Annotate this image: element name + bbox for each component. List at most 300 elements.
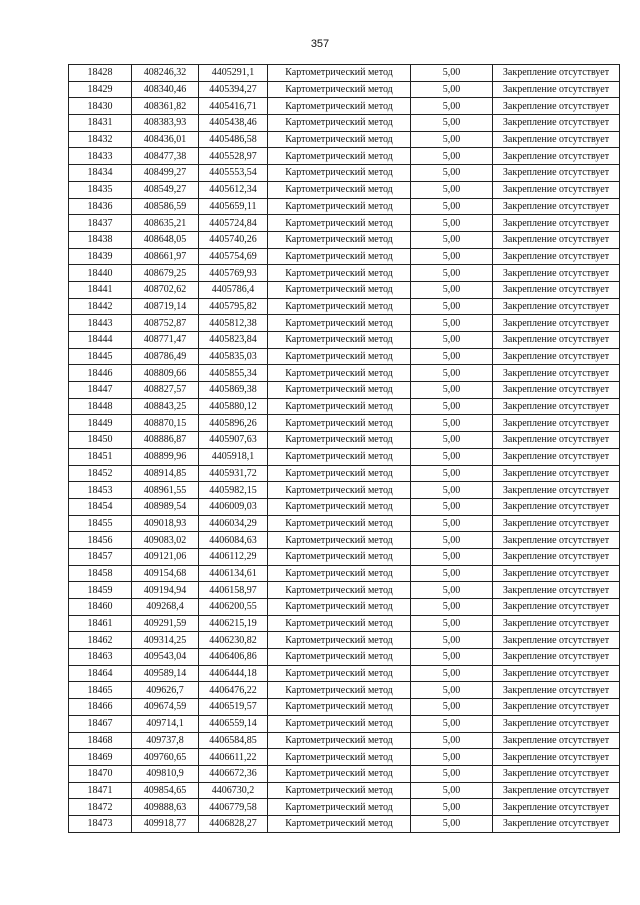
point-number-cell: 18458 — [69, 565, 132, 582]
accuracy-cell: 5,00 — [411, 799, 493, 816]
accuracy-cell: 5,00 — [411, 749, 493, 766]
point-number-cell: 18457 — [69, 548, 132, 565]
table-row — [69, 665, 620, 682]
fixing-description-cell: Закрепление отсутствует — [493, 799, 620, 816]
fixing-description-cell: Закрепление отсутствует — [493, 465, 620, 482]
accuracy-cell: 5,00 — [411, 815, 493, 832]
point-number-cell: 18436 — [69, 198, 132, 215]
table-row — [69, 715, 620, 732]
point-number-cell: 18434 — [69, 165, 132, 182]
y-coordinate-cell: 4406444,18 — [199, 665, 268, 682]
table-row — [69, 432, 620, 449]
accuracy-cell: 5,00 — [411, 565, 493, 582]
y-coordinate-cell: 4405553,54 — [199, 165, 268, 182]
x-coordinate-cell: 408246,32 — [132, 65, 199, 82]
method-cell: Картометрический метод — [268, 231, 411, 248]
y-coordinate-cell: 4406559,14 — [199, 715, 268, 732]
y-coordinate-cell: 4405835,03 — [199, 348, 268, 365]
x-coordinate-cell: 409121,06 — [132, 548, 199, 565]
y-coordinate-cell: 4406519,57 — [199, 699, 268, 716]
accuracy-cell: 5,00 — [411, 465, 493, 482]
table-row — [69, 131, 620, 148]
accuracy-cell: 5,00 — [411, 599, 493, 616]
x-coordinate-cell: 409268,4 — [132, 599, 199, 616]
table-row — [69, 582, 620, 599]
method-cell: Картометрический метод — [268, 98, 411, 115]
accuracy-cell: 5,00 — [411, 482, 493, 499]
method-cell: Картометрический метод — [268, 215, 411, 232]
table-row — [69, 332, 620, 349]
fixing-description-cell: Закрепление отсутствует — [493, 482, 620, 499]
x-coordinate-cell: 408886,87 — [132, 432, 199, 449]
point-number-cell: 18430 — [69, 98, 132, 115]
point-number-cell: 18449 — [69, 415, 132, 432]
fixing-description-cell: Закрепление отсутствует — [493, 649, 620, 666]
accuracy-cell: 5,00 — [411, 181, 493, 198]
x-coordinate-cell: 408989,54 — [132, 498, 199, 515]
point-number-cell: 18438 — [69, 231, 132, 248]
accuracy-cell: 5,00 — [411, 515, 493, 532]
accuracy-cell: 5,00 — [411, 215, 493, 232]
point-number-cell: 18461 — [69, 615, 132, 632]
table-row — [69, 799, 620, 816]
y-coordinate-cell: 4405291,1 — [199, 65, 268, 82]
fixing-description-cell: Закрепление отсутствует — [493, 765, 620, 782]
accuracy-cell: 5,00 — [411, 231, 493, 248]
method-cell: Картометрический метод — [268, 715, 411, 732]
fixing-description-cell: Закрепление отсутствует — [493, 599, 620, 616]
y-coordinate-cell: 4406112,29 — [199, 548, 268, 565]
table-row — [69, 265, 620, 282]
method-cell: Картометрический метод — [268, 298, 411, 315]
method-cell: Картометрический метод — [268, 332, 411, 349]
method-cell: Картометрический метод — [268, 515, 411, 532]
x-coordinate-cell: 409154,68 — [132, 565, 199, 582]
point-number-cell: 18443 — [69, 315, 132, 332]
table-row — [69, 548, 620, 565]
method-cell: Картометрический метод — [268, 115, 411, 132]
x-coordinate-cell: 409854,65 — [132, 782, 199, 799]
table-row — [69, 248, 620, 265]
method-cell: Картометрический метод — [268, 599, 411, 616]
accuracy-cell: 5,00 — [411, 432, 493, 449]
point-number-cell: 18471 — [69, 782, 132, 799]
y-coordinate-cell: 4406034,29 — [199, 515, 268, 532]
table-row — [69, 415, 620, 432]
accuracy-cell: 5,00 — [411, 532, 493, 549]
table-row — [69, 649, 620, 666]
method-cell: Картометрический метод — [268, 665, 411, 682]
fixing-description-cell: Закрепление отсутствует — [493, 432, 620, 449]
fixing-description-cell: Закрепление отсутствует — [493, 231, 620, 248]
y-coordinate-cell: 4406828,27 — [199, 815, 268, 832]
x-coordinate-cell: 408648,05 — [132, 231, 199, 248]
accuracy-cell: 5,00 — [411, 782, 493, 799]
y-coordinate-cell: 4405528,97 — [199, 148, 268, 165]
accuracy-cell: 5,00 — [411, 732, 493, 749]
point-number-cell: 18470 — [69, 765, 132, 782]
fixing-description-cell: Закрепление отсутствует — [493, 181, 620, 198]
fixing-description-cell: Закрепление отсутствует — [493, 298, 620, 315]
method-cell: Картометрический метод — [268, 248, 411, 265]
accuracy-cell: 5,00 — [411, 148, 493, 165]
fixing-description-cell: Закрепление отсутствует — [493, 498, 620, 515]
method-cell: Картометрический метод — [268, 732, 411, 749]
fixing-description-cell: Закрепление отсутствует — [493, 332, 620, 349]
y-coordinate-cell: 4405486,58 — [199, 131, 268, 148]
method-cell: Картометрический метод — [268, 398, 411, 415]
table-row — [69, 682, 620, 699]
method-cell: Картометрический метод — [268, 265, 411, 282]
x-coordinate-cell: 409018,93 — [132, 515, 199, 532]
accuracy-cell: 5,00 — [411, 348, 493, 365]
fixing-description-cell: Закрепление отсутствует — [493, 398, 620, 415]
x-coordinate-cell: 408827,57 — [132, 382, 199, 399]
table-row — [69, 165, 620, 182]
method-cell: Картометрический метод — [268, 782, 411, 799]
table-row — [69, 615, 620, 632]
fixing-description-cell: Закрепление отсутствует — [493, 348, 620, 365]
y-coordinate-cell: 4405724,84 — [199, 215, 268, 232]
method-cell: Картометрический метод — [268, 482, 411, 499]
accuracy-cell: 5,00 — [411, 98, 493, 115]
method-cell: Картометрический метод — [268, 632, 411, 649]
y-coordinate-cell: 4405612,34 — [199, 181, 268, 198]
x-coordinate-cell: 408870,15 — [132, 415, 199, 432]
accuracy-cell: 5,00 — [411, 65, 493, 82]
x-coordinate-cell: 408961,55 — [132, 482, 199, 499]
table-row — [69, 348, 620, 365]
accuracy-cell: 5,00 — [411, 131, 493, 148]
fixing-description-cell: Закрепление отсутствует — [493, 682, 620, 699]
point-number-cell: 18435 — [69, 181, 132, 198]
y-coordinate-cell: 4406584,85 — [199, 732, 268, 749]
table-row — [69, 198, 620, 215]
fixing-description-cell: Закрепление отсутствует — [493, 515, 620, 532]
point-number-cell: 18465 — [69, 682, 132, 699]
point-number-cell: 18431 — [69, 115, 132, 132]
point-number-cell: 18444 — [69, 332, 132, 349]
point-number-cell: 18440 — [69, 265, 132, 282]
y-coordinate-cell: 4406158,97 — [199, 582, 268, 599]
fixing-description-cell: Закрепление отсутствует — [493, 782, 620, 799]
accuracy-cell: 5,00 — [411, 649, 493, 666]
x-coordinate-cell: 409543,04 — [132, 649, 199, 666]
table-row — [69, 498, 620, 515]
table-row — [69, 782, 620, 799]
accuracy-cell: 5,00 — [411, 198, 493, 215]
fixing-description-cell: Закрепление отсутствует — [493, 198, 620, 215]
table-row — [69, 231, 620, 248]
table-row — [69, 482, 620, 499]
x-coordinate-cell: 409194,94 — [132, 582, 199, 599]
point-number-cell: 18463 — [69, 649, 132, 666]
x-coordinate-cell: 408661,97 — [132, 248, 199, 265]
x-coordinate-cell: 408635,21 — [132, 215, 199, 232]
accuracy-cell: 5,00 — [411, 715, 493, 732]
x-coordinate-cell: 409083,02 — [132, 532, 199, 549]
x-coordinate-cell: 408809,66 — [132, 365, 199, 382]
point-number-cell: 18451 — [69, 448, 132, 465]
method-cell: Картометрический метод — [268, 749, 411, 766]
accuracy-cell: 5,00 — [411, 398, 493, 415]
accuracy-cell: 5,00 — [411, 298, 493, 315]
method-cell: Картометрический метод — [268, 682, 411, 699]
x-coordinate-cell: 409737,8 — [132, 732, 199, 749]
method-cell: Картометрический метод — [268, 815, 411, 832]
table-row — [69, 732, 620, 749]
x-coordinate-cell: 408719,14 — [132, 298, 199, 315]
point-number-cell: 18429 — [69, 81, 132, 98]
fixing-description-cell: Закрепление отсутствует — [493, 248, 620, 265]
y-coordinate-cell: 4406200,55 — [199, 599, 268, 616]
table-row — [69, 365, 620, 382]
x-coordinate-cell: 409589,14 — [132, 665, 199, 682]
fixing-description-cell: Закрепление отсутствует — [493, 65, 620, 82]
x-coordinate-cell: 408843,25 — [132, 398, 199, 415]
method-cell: Картометрический метод — [268, 649, 411, 666]
point-number-cell: 18469 — [69, 749, 132, 766]
point-number-cell: 18467 — [69, 715, 132, 732]
method-cell: Картометрический метод — [268, 165, 411, 182]
fixing-description-cell: Закрепление отсутствует — [493, 732, 620, 749]
accuracy-cell: 5,00 — [411, 265, 493, 282]
fixing-description-cell: Закрепление отсутствует — [493, 582, 620, 599]
accuracy-cell: 5,00 — [411, 165, 493, 182]
y-coordinate-cell: 4405896,26 — [199, 415, 268, 432]
accuracy-cell: 5,00 — [411, 665, 493, 682]
table-row — [69, 65, 620, 82]
coordinates-table-body — [69, 65, 620, 833]
accuracy-cell: 5,00 — [411, 365, 493, 382]
point-number-cell: 18448 — [69, 398, 132, 415]
y-coordinate-cell: 4406230,82 — [199, 632, 268, 649]
method-cell: Картометрический метод — [268, 365, 411, 382]
table-row — [69, 448, 620, 465]
accuracy-cell: 5,00 — [411, 632, 493, 649]
table-row — [69, 515, 620, 532]
x-coordinate-cell: 408549,27 — [132, 181, 199, 198]
x-coordinate-cell: 409714,1 — [132, 715, 199, 732]
table-row — [69, 281, 620, 298]
fixing-description-cell: Закрепление отсутствует — [493, 365, 620, 382]
table-row — [69, 115, 620, 132]
accuracy-cell: 5,00 — [411, 765, 493, 782]
x-coordinate-cell: 409314,25 — [132, 632, 199, 649]
x-coordinate-cell: 409918,77 — [132, 815, 199, 832]
point-number-cell: 18464 — [69, 665, 132, 682]
y-coordinate-cell: 4405659,11 — [199, 198, 268, 215]
point-number-cell: 18456 — [69, 532, 132, 549]
table-row — [69, 465, 620, 482]
y-coordinate-cell: 4406009,03 — [199, 498, 268, 515]
x-coordinate-cell: 408436,01 — [132, 131, 199, 148]
method-cell: Картометрический метод — [268, 532, 411, 549]
y-coordinate-cell: 4405769,93 — [199, 265, 268, 282]
fixing-description-cell: Закрепление отсутствует — [493, 699, 620, 716]
accuracy-cell: 5,00 — [411, 498, 493, 515]
fixing-description-cell: Закрепление отсутствует — [493, 281, 620, 298]
y-coordinate-cell: 4405823,84 — [199, 332, 268, 349]
x-coordinate-cell: 409291,59 — [132, 615, 199, 632]
x-coordinate-cell: 408499,27 — [132, 165, 199, 182]
accuracy-cell: 5,00 — [411, 615, 493, 632]
fixing-description-cell: Закрепление отсутствует — [493, 532, 620, 549]
y-coordinate-cell: 4405982,15 — [199, 482, 268, 499]
table-row — [69, 148, 620, 165]
fixing-description-cell: Закрепление отсутствует — [493, 749, 620, 766]
fixing-description-cell: Закрепление отсутствует — [493, 382, 620, 399]
coordinates-table — [68, 64, 620, 833]
fixing-description-cell: Закрепление отсутствует — [493, 715, 620, 732]
x-coordinate-cell: 409760,65 — [132, 749, 199, 766]
point-number-cell: 18432 — [69, 131, 132, 148]
point-number-cell: 18468 — [69, 732, 132, 749]
fixing-description-cell: Закрепление отсутствует — [493, 81, 620, 98]
fixing-description-cell: Закрепление отсутствует — [493, 632, 620, 649]
method-cell: Картометрический метод — [268, 498, 411, 515]
point-number-cell: 18454 — [69, 498, 132, 515]
y-coordinate-cell: 4406611,22 — [199, 749, 268, 766]
fixing-description-cell: Закрепление отсутствует — [493, 548, 620, 565]
point-number-cell: 18473 — [69, 815, 132, 832]
accuracy-cell: 5,00 — [411, 315, 493, 332]
x-coordinate-cell: 409626,7 — [132, 682, 199, 699]
fixing-description-cell: Закрепление отсутствует — [493, 448, 620, 465]
fixing-description-cell: Закрепление отсутствует — [493, 265, 620, 282]
y-coordinate-cell: 4405869,38 — [199, 382, 268, 399]
table-row — [69, 632, 620, 649]
y-coordinate-cell: 4405795,82 — [199, 298, 268, 315]
table-row — [69, 98, 620, 115]
table-row — [69, 298, 620, 315]
accuracy-cell: 5,00 — [411, 415, 493, 432]
point-number-cell: 18439 — [69, 248, 132, 265]
x-coordinate-cell: 409888,63 — [132, 799, 199, 816]
point-number-cell: 18447 — [69, 382, 132, 399]
fixing-description-cell: Закрепление отсутствует — [493, 115, 620, 132]
method-cell: Картометрический метод — [268, 281, 411, 298]
y-coordinate-cell: 4406730,2 — [199, 782, 268, 799]
method-cell: Картометрический метод — [268, 565, 411, 582]
table-row — [69, 749, 620, 766]
point-number-cell: 18455 — [69, 515, 132, 532]
accuracy-cell: 5,00 — [411, 382, 493, 399]
y-coordinate-cell: 4406476,22 — [199, 682, 268, 699]
y-coordinate-cell: 4406215,19 — [199, 615, 268, 632]
fixing-description-cell: Закрепление отсутствует — [493, 98, 620, 115]
method-cell: Картометрический метод — [268, 699, 411, 716]
y-coordinate-cell: 4405855,34 — [199, 365, 268, 382]
fixing-description-cell: Закрепление отсутствует — [493, 815, 620, 832]
y-coordinate-cell: 4406779,58 — [199, 799, 268, 816]
fixing-description-cell: Закрепление отсутствует — [493, 415, 620, 432]
method-cell: Картометрический метод — [268, 799, 411, 816]
table-row — [69, 599, 620, 616]
point-number-cell: 18450 — [69, 432, 132, 449]
x-coordinate-cell: 408477,38 — [132, 148, 199, 165]
method-cell: Картометрический метод — [268, 198, 411, 215]
y-coordinate-cell: 4405812,38 — [199, 315, 268, 332]
y-coordinate-cell: 4405754,69 — [199, 248, 268, 265]
accuracy-cell: 5,00 — [411, 81, 493, 98]
table-row — [69, 215, 620, 232]
y-coordinate-cell: 4405918,1 — [199, 448, 268, 465]
x-coordinate-cell: 408914,85 — [132, 465, 199, 482]
fixing-description-cell: Закрепление отсутствует — [493, 615, 620, 632]
method-cell: Картометрический метод — [268, 548, 411, 565]
accuracy-cell: 5,00 — [411, 582, 493, 599]
fixing-description-cell: Закрепление отсутствует — [493, 165, 620, 182]
accuracy-cell: 5,00 — [411, 682, 493, 699]
method-cell: Картометрический метод — [268, 65, 411, 82]
accuracy-cell: 5,00 — [411, 115, 493, 132]
point-number-cell: 18462 — [69, 632, 132, 649]
y-coordinate-cell: 4405931,72 — [199, 465, 268, 482]
method-cell: Картометрический метод — [268, 615, 411, 632]
x-coordinate-cell: 408752,87 — [132, 315, 199, 332]
method-cell: Картометрический метод — [268, 765, 411, 782]
fixing-description-cell: Закрепление отсутствует — [493, 665, 620, 682]
point-number-cell: 18428 — [69, 65, 132, 82]
accuracy-cell: 5,00 — [411, 699, 493, 716]
x-coordinate-cell: 408899,96 — [132, 448, 199, 465]
table-row — [69, 815, 620, 832]
fixing-description-cell: Закрепление отсутствует — [493, 315, 620, 332]
point-number-cell: 18459 — [69, 582, 132, 599]
y-coordinate-cell: 4405416,71 — [199, 98, 268, 115]
page-number: 357 — [310, 38, 330, 50]
method-cell: Картометрический метод — [268, 448, 411, 465]
x-coordinate-cell: 408702,62 — [132, 281, 199, 298]
table-row — [69, 181, 620, 198]
point-number-cell: 18466 — [69, 699, 132, 716]
x-coordinate-cell: 408340,46 — [132, 81, 199, 98]
point-number-cell: 18446 — [69, 365, 132, 382]
x-coordinate-cell: 408679,25 — [132, 265, 199, 282]
accuracy-cell: 5,00 — [411, 281, 493, 298]
point-number-cell: 18453 — [69, 482, 132, 499]
x-coordinate-cell: 408786,49 — [132, 348, 199, 365]
table-row — [69, 699, 620, 716]
method-cell: Картометрический метод — [268, 415, 411, 432]
y-coordinate-cell: 4405740,26 — [199, 231, 268, 248]
point-number-cell: 18442 — [69, 298, 132, 315]
x-coordinate-cell: 408771,47 — [132, 332, 199, 349]
accuracy-cell: 5,00 — [411, 448, 493, 465]
table-row — [69, 315, 620, 332]
y-coordinate-cell: 4406134,61 — [199, 565, 268, 582]
accuracy-cell: 5,00 — [411, 548, 493, 565]
fixing-description-cell: Закрепление отсутствует — [493, 131, 620, 148]
accuracy-cell: 5,00 — [411, 248, 493, 265]
y-coordinate-cell: 4406672,36 — [199, 765, 268, 782]
method-cell: Картометрический метод — [268, 81, 411, 98]
table-row — [69, 765, 620, 782]
method-cell: Картометрический метод — [268, 465, 411, 482]
table-row — [69, 532, 620, 549]
table-row — [69, 398, 620, 415]
x-coordinate-cell: 408383,93 — [132, 115, 199, 132]
method-cell: Картометрический метод — [268, 148, 411, 165]
table-row — [69, 382, 620, 399]
point-number-cell: 18441 — [69, 281, 132, 298]
y-coordinate-cell: 4405880,12 — [199, 398, 268, 415]
point-number-cell: 18433 — [69, 148, 132, 165]
point-number-cell: 18472 — [69, 799, 132, 816]
x-coordinate-cell: 408586,59 — [132, 198, 199, 215]
y-coordinate-cell: 4406406,86 — [199, 649, 268, 666]
